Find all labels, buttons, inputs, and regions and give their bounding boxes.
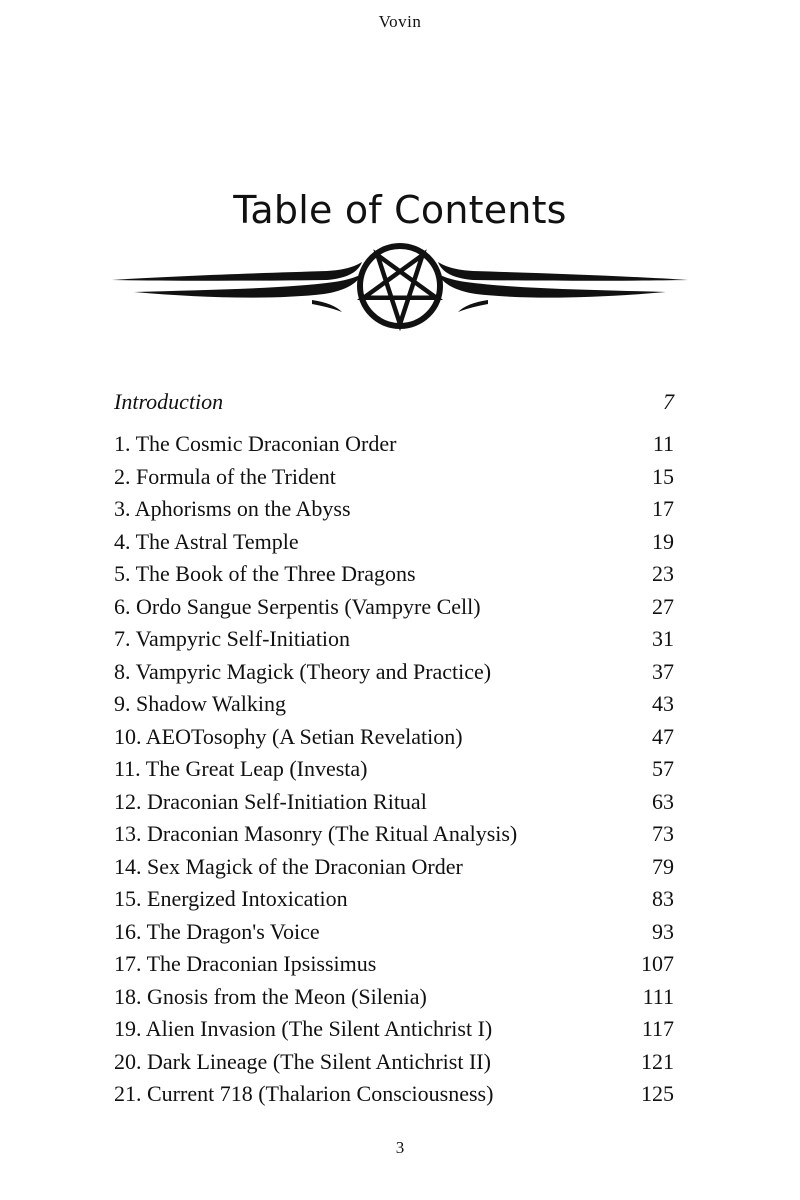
toc-row [114,1078,674,1111]
toc-row [114,623,674,656]
toc-entry-page: 7 [663,389,674,414]
pentagram-flourish-icon [112,240,688,336]
toc-entry-page: 15 [652,463,674,489]
toc-entry-title: 17. The Draconian Ipsissimus [114,951,377,976]
toc-row [114,948,674,981]
toc-entry-page: 73 [652,821,674,846]
toc-entry-page: 117 [641,1016,674,1041]
toc-entry-page: 43 [652,691,674,716]
toc-entry-page: 63 [652,788,674,814]
toc-entry-page: 111 [642,983,674,1009]
toc-row [114,721,674,754]
toc-entry-title: 4. The Astral Temple [114,528,299,554]
toc-row [114,493,674,526]
toc-entry-title: 16. The Dragon's Voice [114,918,320,944]
toc-row [114,591,674,624]
toc-entry-title: 1. The Cosmic Draconian Order [114,431,397,456]
toc-row [114,916,674,949]
toc-row [114,1046,674,1079]
toc-entry-title: 6. Ordo Sangue Serpentis (Vampyre Cell) [114,593,481,619]
toc-entry-title: 7. Vampyric Self-Initiation [114,626,351,651]
toc-entry-page: 11 [652,431,674,456]
toc-row [114,818,674,851]
toc-entry-page: 79 [652,853,674,879]
toc-entry-title: 19. Alien Invasion (The Silent Antichrist I) [114,1016,493,1041]
toc-entry-title: 20. Dark Lineage (The Silent Antichrist II) [114,1048,491,1074]
toc-entry-page: 83 [652,886,674,911]
toc-row [114,1013,674,1046]
toc-entry-title: 2. Formula of the Trident [114,463,336,489]
chapter-list [114,428,674,1111]
toc-entry-page: 23 [652,561,674,586]
toc-entry-page: 27 [652,593,674,619]
toc-entry-title: 10. AEOTosophy (A Setian Revelation) [114,723,463,749]
toc-row [114,786,674,819]
toc-entry-title: 11. The Great Leap (Investa) [114,756,368,781]
toc-entry-title: 9. Shadow Walking [114,691,286,716]
table-of-contents [114,386,674,1111]
toc-row [114,753,674,786]
toc-entry-title: 8. Vampyric Magick (Theory and Practice) [114,658,492,684]
toc-entry-title: 3. Aphorisms on the Abyss [114,496,351,521]
toc-row [114,656,674,689]
page-title: Table of Contents [233,188,567,232]
toc-row [114,883,674,916]
toc-entry-title: 12. Draconian Self-Initiation Ritual [114,788,427,814]
toc-row [114,428,674,461]
toc-row [114,688,674,721]
toc-row [114,558,674,591]
toc-entry-page: 93 [652,918,674,944]
toc-row [114,981,674,1014]
toc-entry-title: 5. The Book of the Three Dragons [114,561,416,586]
toc-entry-page: 107 [641,951,674,976]
toc-entry-title: 15. Energized Intoxication [114,886,348,911]
toc-entry-title: Introduction [114,389,224,414]
toc-entry-page: 47 [652,723,674,749]
running-head: Vovin [378,12,422,31]
toc-entry-page: 57 [652,756,674,781]
toc-entry-page: 19 [652,528,674,554]
toc-entry-title: 21. Current 718 (Thalarion Consciousness) [114,1081,494,1106]
toc-entry-page: 31 [652,626,674,651]
toc-entry-page: 17 [652,496,674,521]
toc-entry-page: 121 [641,1048,674,1074]
toc-entry-page: 37 [652,658,674,684]
toc-entry-page: 125 [641,1081,674,1106]
toc-entry-title: 13. Draconian Masonry (The Ritual Analysis) [114,821,518,846]
toc-entry-title: 18. Gnosis from the Meon (Silenia) [114,983,427,1009]
toc-row [114,851,674,884]
page-number: 3 [395,1138,405,1157]
toc-row [114,461,674,494]
toc-row [114,526,674,559]
toc-introduction-row [114,386,674,428]
toc-entry-title: 14. Sex Magick of the Draconian Order [114,853,463,879]
